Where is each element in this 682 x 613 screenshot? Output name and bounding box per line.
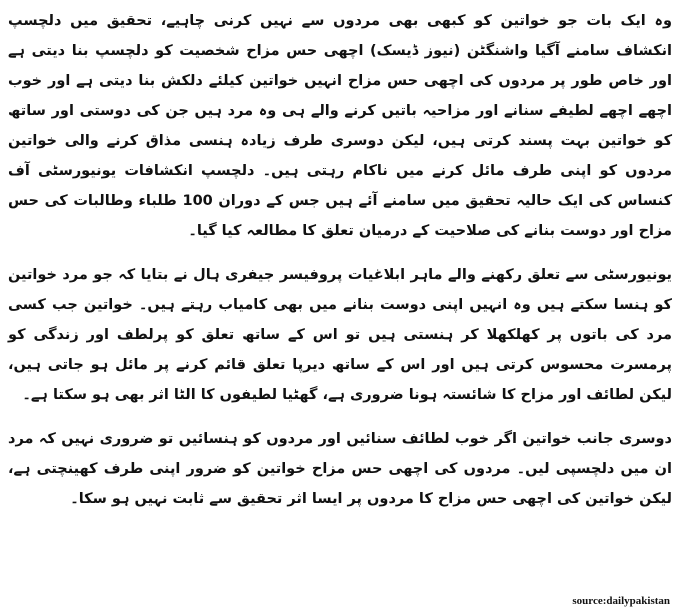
article-paragraph-1: وہ ایک بات جو خواتین کو کبھی بھی مردوں سے نہیں کرنی چاہیے، تحقیق میں دلچسپ انکشاف سامنے آگیا واشنگٹن (نیوز ڈیسک) اچھی حس مزاح شخصیت کو دلچسپ بنا دیتی ہے اور خاص طور پر مردوں کی اچھی حس مزاح انہیں خواتین کیلئے دلکش بنا دیتی ہے اور خوب اچھے اچھے لطیفے سنانے اور مزاحیہ باتیں کرنے والے ہی وہ مرد ہیں جن کی دوستی اور ساتھ کو خواتین بہت پسند کرتی ہیں، لیکن دوسری طرف زیادہ ہنسی مذاق کرنے والی خواتین مردوں کو اپنی طرف مائل کرنے میں ناکام رہتی ہیں۔ دلچسپ انکشافات یونیورسٹی آف کنساس کی ایک حالیہ تحقیق میں سامنے آئے ہیں جس کے دوران 100 طلباء وطالبات کی حس مزاح اور دوست بنانے کی صلاحیت کے درمیان تعلق کا مطالعہ کیا گیا۔ bbox=[8, 13, 673, 239]
article-paragraph-3: دوسری جانب خواتین اگر خوب لطائف سنائیں اور مردوں کو ہنسائیں تو ضروری نہیں کہ مرد ان میں دلچسپی لیں۔ مردوں کی اچھی حس مزاح خواتین کو ضرور اپنی طرف کھینچتی ہے، لیکن خواتین کی اچھی حس مزاح کا مردوں پر ایسا اثر تحقیق سے ثابت نہیں ہو سکا۔ bbox=[8, 431, 672, 507]
article-body bbox=[8, 6, 672, 514]
article-paragraph-2: یونیورسٹی سے تعلق رکھنے والے ماہر ابلاغیات پروفیسر جیفری ہال نے بتایا کہ جو مرد خواتین کو ہنسا سکتے ہیں وہ انہیں اپنی دوست بنانے میں بھی کامیاب رہتے ہیں۔ خواتین جب کسی مرد کی باتوں پر کھلکھلا کر ہنستی ہیں تو اس کے ساتھ تعلق کو پرلطف اور زندگی کو پرمسرت محسوس کرتی ہیں اور اس کے ساتھ دیرپا تعلق قائم کرنے پر مائل ہو جاتی ہیں، لیکن لطائف اور مزاح کا شائستہ ہونا ضروری ہے، گھٹیا لطیفوں کا الٹا اثر بھی ہو سکتا ہے۔ bbox=[8, 267, 672, 403]
source-credit: source:dailypakistan bbox=[572, 595, 670, 607]
